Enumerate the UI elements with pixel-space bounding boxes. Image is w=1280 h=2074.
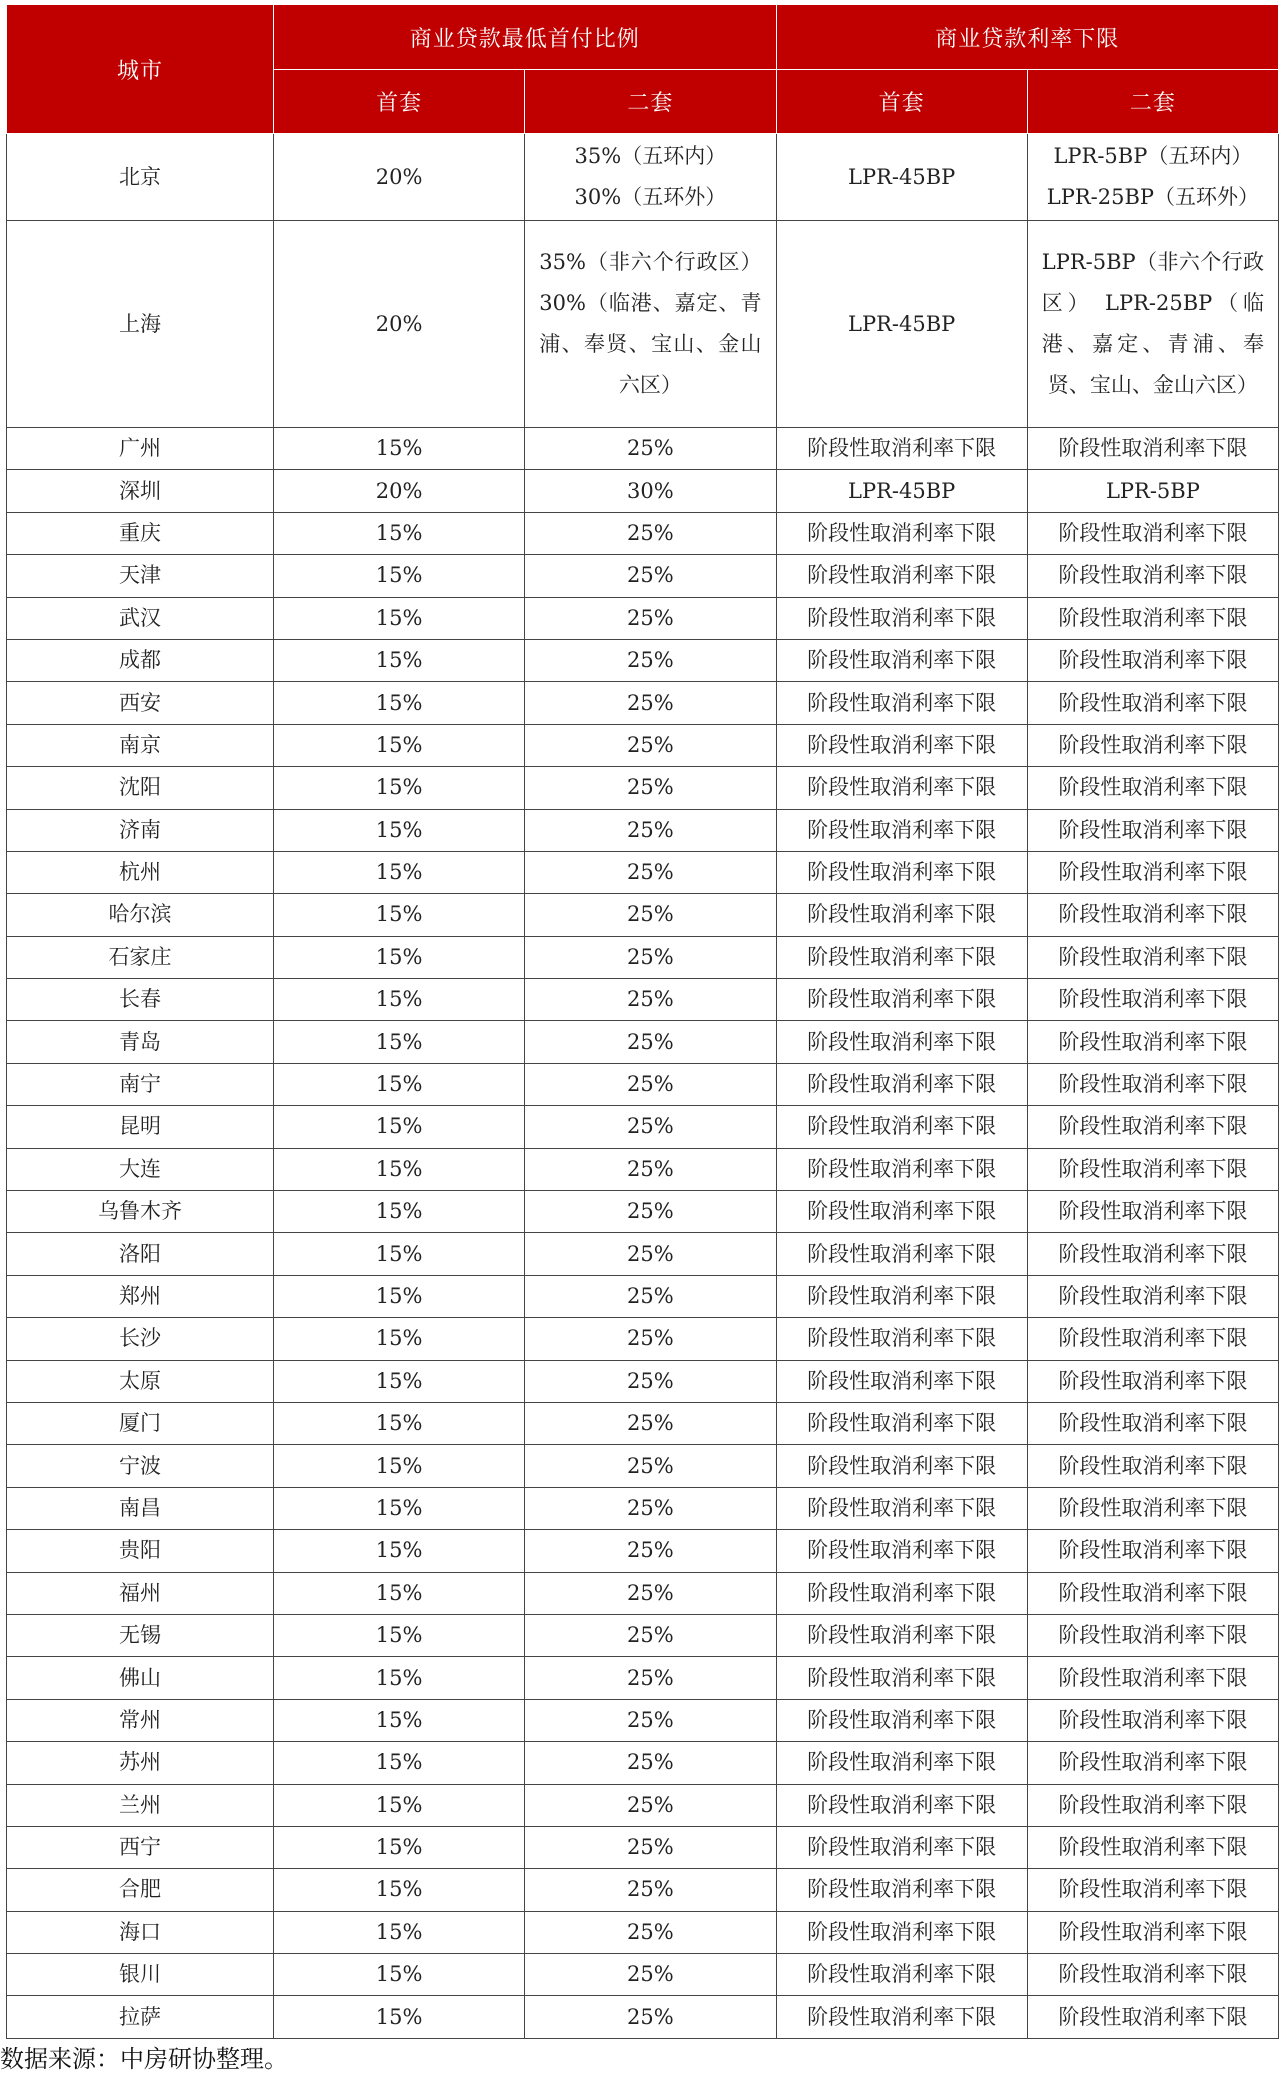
cell-rate-second: 阶段性取消利率下限 xyxy=(1027,682,1278,724)
cell-city: 北京 xyxy=(7,134,274,221)
cell-rate-first: 阶段性取消利率下限 xyxy=(776,809,1027,851)
cell-city: 洛阳 xyxy=(7,1233,274,1275)
cell-rate-first: 阶段性取消利率下限 xyxy=(776,1699,1027,1741)
cell-city: 西安 xyxy=(7,682,274,724)
cell-rate-second: 阶段性取消利率下限 xyxy=(1027,1614,1278,1656)
cell-rate-first: 阶段性取消利率下限 xyxy=(776,1402,1027,1444)
cell-rate-first: 阶段性取消利率下限 xyxy=(776,1996,1027,2038)
table-row xyxy=(7,512,1279,554)
cell-down-payment-second: 25% xyxy=(525,894,776,936)
header-city: 城市 xyxy=(7,5,274,134)
cell-city: 郑州 xyxy=(7,1275,274,1317)
cell-down-payment-second: 25% xyxy=(525,1657,776,1699)
cell-city: 西宁 xyxy=(7,1826,274,1868)
cell-city: 长春 xyxy=(7,979,274,1021)
cell-rate-second: 阶段性取消利率下限 xyxy=(1027,1869,1278,1911)
cell-rate-second: LPR-5BP（五环内） LPR-25BP（五环外） xyxy=(1027,134,1278,221)
cell-rate-first: 阶段性取消利率下限 xyxy=(776,512,1027,554)
cell-down-payment-second: 25% xyxy=(525,1318,776,1360)
cell-rate-first: 阶段性取消利率下限 xyxy=(776,936,1027,978)
cell-down-payment-second: 25% xyxy=(525,724,776,766)
cell-rate-second: 阶段性取消利率下限 xyxy=(1027,1021,1278,1063)
cell-rate-first: 阶段性取消利率下限 xyxy=(776,597,1027,639)
cell-down-payment-second: 25% xyxy=(525,1106,776,1148)
policy-table-container xyxy=(6,4,1278,2039)
table-row xyxy=(7,894,1279,936)
cell-rate-first: 阶段性取消利率下限 xyxy=(776,767,1027,809)
cell-rate-second: 阶段性取消利率下限 xyxy=(1027,555,1278,597)
cell-down-payment-second: 25% xyxy=(525,1445,776,1487)
cell-rate-second: 阶段性取消利率下限 xyxy=(1027,767,1278,809)
table-row xyxy=(7,1614,1279,1656)
cell-down-payment-second: 25% xyxy=(525,1742,776,1784)
table-row xyxy=(7,221,1279,428)
cell-down-payment-second: 25% xyxy=(525,1148,776,1190)
table-row xyxy=(7,1869,1279,1911)
cell-rate-second: 阶段性取消利率下限 xyxy=(1027,1826,1278,1868)
cell-rate-first: 阶段性取消利率下限 xyxy=(776,1954,1027,1996)
cell-city: 昆明 xyxy=(7,1106,274,1148)
cell-city: 深圳 xyxy=(7,470,274,512)
cell-rate-first: LPR-45BP xyxy=(776,134,1027,221)
cell-rate-second: 阶段性取消利率下限 xyxy=(1027,936,1278,978)
cell-down-payment-first: 15% xyxy=(274,724,525,766)
cell-down-payment-first: 20% xyxy=(274,134,525,221)
table-row xyxy=(7,1954,1279,1996)
cell-city: 大连 xyxy=(7,1148,274,1190)
cell-down-payment-second: 25% xyxy=(525,1954,776,1996)
cell-city: 银川 xyxy=(7,1954,274,1996)
table-body xyxy=(7,134,1279,2039)
table-row xyxy=(7,1106,1279,1148)
cell-down-payment-second: 25% xyxy=(525,1614,776,1656)
cell-rate-first: 阶段性取消利率下限 xyxy=(776,1657,1027,1699)
cell-city: 济南 xyxy=(7,809,274,851)
cell-rate-first: 阶段性取消利率下限 xyxy=(776,979,1027,1021)
table-row xyxy=(7,724,1279,766)
header-dp-second: 二套 xyxy=(525,70,776,134)
cell-rate-first: LPR-45BP xyxy=(776,470,1027,512)
cell-down-payment-second: 25% xyxy=(525,428,776,470)
cell-rate-first: 阶段性取消利率下限 xyxy=(776,428,1027,470)
cell-down-payment-first: 15% xyxy=(274,512,525,554)
cell-city: 重庆 xyxy=(7,512,274,554)
cell-rate-first: 阶段性取消利率下限 xyxy=(776,1911,1027,1953)
cell-rate-first: 阶段性取消利率下限 xyxy=(776,1530,1027,1572)
cell-city: 南宁 xyxy=(7,1063,274,1105)
cell-rate-second: 阶段性取消利率下限 xyxy=(1027,1318,1278,1360)
table-row xyxy=(7,555,1279,597)
cell-down-payment-first: 15% xyxy=(274,1402,525,1444)
table-row xyxy=(7,1996,1279,2038)
cell-down-payment-second: 35%（非六个行政区） 30%（临港、嘉定、青浦、奉贤、宝山、金山六区） xyxy=(525,221,776,428)
cell-down-payment-second: 25% xyxy=(525,1021,776,1063)
cell-rate-second: 阶段性取消利率下限 xyxy=(1027,809,1278,851)
cell-city: 武汉 xyxy=(7,597,274,639)
cell-down-payment-first: 15% xyxy=(274,1657,525,1699)
cell-city: 拉萨 xyxy=(7,1996,274,2038)
table-row xyxy=(7,428,1279,470)
table-row xyxy=(7,1445,1279,1487)
cell-rate-second: 阶段性取消利率下限 xyxy=(1027,1954,1278,1996)
header-rate-second: 二套 xyxy=(1027,70,1278,134)
cell-rate-first: 阶段性取消利率下限 xyxy=(776,1148,1027,1190)
cell-down-payment-second: 25% xyxy=(525,1784,776,1826)
cell-rate-first: 阶段性取消利率下限 xyxy=(776,639,1027,681)
table-row xyxy=(7,682,1279,724)
table-row xyxy=(7,1360,1279,1402)
cell-rate-second: 阶段性取消利率下限 xyxy=(1027,851,1278,893)
table-row xyxy=(7,1402,1279,1444)
mortgage-policy-table xyxy=(6,4,1279,2039)
cell-rate-second: 阶段性取消利率下限 xyxy=(1027,1911,1278,1953)
cell-down-payment-second: 25% xyxy=(525,1063,776,1105)
cell-rate-first: 阶段性取消利率下限 xyxy=(776,1572,1027,1614)
cell-city: 合肥 xyxy=(7,1869,274,1911)
table-row xyxy=(7,134,1279,221)
cell-down-payment-second: 25% xyxy=(525,1487,776,1529)
table-row xyxy=(7,1530,1279,1572)
cell-rate-first: 阶段性取消利率下限 xyxy=(776,1784,1027,1826)
cell-down-payment-first: 15% xyxy=(274,1911,525,1953)
table-row xyxy=(7,639,1279,681)
table-row xyxy=(7,1699,1279,1741)
cell-rate-second: 阶段性取消利率下限 xyxy=(1027,1275,1278,1317)
cell-rate-first: 阶段性取消利率下限 xyxy=(776,1063,1027,1105)
cell-down-payment-second: 25% xyxy=(525,639,776,681)
cell-rate-second: 阶段性取消利率下限 xyxy=(1027,1445,1278,1487)
cell-rate-second: LPR-5BP xyxy=(1027,470,1278,512)
cell-rate-first: 阶段性取消利率下限 xyxy=(776,1275,1027,1317)
cell-rate-second: 阶段性取消利率下限 xyxy=(1027,1530,1278,1572)
cell-rate-first: 阶段性取消利率下限 xyxy=(776,1614,1027,1656)
cell-rate-first: 阶段性取消利率下限 xyxy=(776,1233,1027,1275)
data-source-note: 数据来源：中房研协整理。 xyxy=(0,2045,288,2073)
cell-down-payment-first: 15% xyxy=(274,1954,525,1996)
cell-down-payment-first: 15% xyxy=(274,1826,525,1868)
table-row xyxy=(7,1572,1279,1614)
cell-rate-first: 阶段性取消利率下限 xyxy=(776,555,1027,597)
cell-rate-second: 阶段性取消利率下限 xyxy=(1027,597,1278,639)
cell-rate-first: 阶段性取消利率下限 xyxy=(776,724,1027,766)
table-row xyxy=(7,851,1279,893)
cell-down-payment-second: 25% xyxy=(525,1275,776,1317)
cell-rate-first: 阶段性取消利率下限 xyxy=(776,894,1027,936)
cell-down-payment-second: 25% xyxy=(525,936,776,978)
cell-rate-first: 阶段性取消利率下限 xyxy=(776,1191,1027,1233)
cell-city: 苏州 xyxy=(7,1742,274,1784)
cell-city: 福州 xyxy=(7,1572,274,1614)
cell-rate-second: 阶段性取消利率下限 xyxy=(1027,1657,1278,1699)
cell-down-payment-first: 15% xyxy=(274,1784,525,1826)
cell-city: 沈阳 xyxy=(7,767,274,809)
table-row xyxy=(7,936,1279,978)
cell-down-payment-second: 25% xyxy=(525,851,776,893)
cell-down-payment-first: 15% xyxy=(274,1106,525,1148)
cell-rate-second: 阶段性取消利率下限 xyxy=(1027,1742,1278,1784)
cell-down-payment-first: 15% xyxy=(274,1699,525,1741)
cell-down-payment-first: 15% xyxy=(274,1996,525,2038)
cell-rate-second: 阶段性取消利率下限 xyxy=(1027,1572,1278,1614)
cell-down-payment-second: 25% xyxy=(525,1360,776,1402)
cell-city: 海口 xyxy=(7,1911,274,1953)
table-row xyxy=(7,1191,1279,1233)
cell-city: 兰州 xyxy=(7,1784,274,1826)
table-row xyxy=(7,470,1279,512)
cell-down-payment-first: 15% xyxy=(274,936,525,978)
cell-down-payment-second: 25% xyxy=(525,1911,776,1953)
table-row xyxy=(7,1657,1279,1699)
cell-down-payment-first: 15% xyxy=(274,1572,525,1614)
cell-down-payment-first: 15% xyxy=(274,767,525,809)
cell-city: 石家庄 xyxy=(7,936,274,978)
cell-city: 广州 xyxy=(7,428,274,470)
cell-down-payment-first: 15% xyxy=(274,1191,525,1233)
cell-city: 南昌 xyxy=(7,1487,274,1529)
cell-down-payment-second: 35%（五环内） 30%（五环外） xyxy=(525,134,776,221)
cell-down-payment-second: 25% xyxy=(525,512,776,554)
cell-city: 贵阳 xyxy=(7,1530,274,1572)
cell-down-payment-second: 30% xyxy=(525,470,776,512)
cell-city: 宁波 xyxy=(7,1445,274,1487)
table-row xyxy=(7,1826,1279,1868)
table-header xyxy=(7,5,1279,134)
cell-down-payment-first: 15% xyxy=(274,1063,525,1105)
cell-down-payment-second: 25% xyxy=(525,597,776,639)
table-row xyxy=(7,809,1279,851)
cell-rate-second: 阶段性取消利率下限 xyxy=(1027,639,1278,681)
cell-down-payment-first: 15% xyxy=(274,597,525,639)
cell-down-payment-second: 25% xyxy=(525,979,776,1021)
cell-city: 青岛 xyxy=(7,1021,274,1063)
table-row xyxy=(7,597,1279,639)
table-row xyxy=(7,1148,1279,1190)
cell-down-payment-second: 25% xyxy=(525,682,776,724)
cell-rate-second: 阶段性取消利率下限 xyxy=(1027,1106,1278,1148)
table-row xyxy=(7,1742,1279,1784)
cell-down-payment-second: 25% xyxy=(525,1826,776,1868)
header-rate-group: 商业贷款利率下限 xyxy=(776,5,1279,70)
cell-rate-first: 阶段性取消利率下限 xyxy=(776,1826,1027,1868)
cell-rate-first: 阶段性取消利率下限 xyxy=(776,1360,1027,1402)
cell-rate-second: 阶段性取消利率下限 xyxy=(1027,1699,1278,1741)
cell-city: 哈尔滨 xyxy=(7,894,274,936)
cell-down-payment-first: 15% xyxy=(274,1530,525,1572)
cell-down-payment-first: 20% xyxy=(274,221,525,428)
cell-down-payment-first: 15% xyxy=(274,1021,525,1063)
cell-rate-second: 阶段性取消利率下限 xyxy=(1027,1996,1278,2038)
cell-rate-first: 阶段性取消利率下限 xyxy=(776,1021,1027,1063)
cell-down-payment-first: 15% xyxy=(274,809,525,851)
table-row xyxy=(7,979,1279,1021)
cell-down-payment-second: 25% xyxy=(525,809,776,851)
table-row xyxy=(7,1487,1279,1529)
cell-rate-first: 阶段性取消利率下限 xyxy=(776,1318,1027,1360)
cell-down-payment-first: 15% xyxy=(274,1275,525,1317)
cell-down-payment-first: 15% xyxy=(274,1742,525,1784)
table-row xyxy=(7,1063,1279,1105)
cell-rate-second: 阶段性取消利率下限 xyxy=(1027,1191,1278,1233)
cell-rate-second: 阶段性取消利率下限 xyxy=(1027,1233,1278,1275)
cell-down-payment-first: 20% xyxy=(274,470,525,512)
cell-city: 常州 xyxy=(7,1699,274,1741)
cell-down-payment-first: 15% xyxy=(274,682,525,724)
header-dp-first: 首套 xyxy=(274,70,525,134)
table-row xyxy=(7,1275,1279,1317)
header-rate-first: 首套 xyxy=(776,70,1027,134)
table-row xyxy=(7,1233,1279,1275)
cell-city: 天津 xyxy=(7,555,274,597)
cell-city: 无锡 xyxy=(7,1614,274,1656)
cell-rate-first: 阶段性取消利率下限 xyxy=(776,1869,1027,1911)
cell-rate-second: 阶段性取消利率下限 xyxy=(1027,428,1278,470)
cell-rate-second: 阶段性取消利率下限 xyxy=(1027,512,1278,554)
cell-down-payment-first: 15% xyxy=(274,639,525,681)
cell-rate-second: 阶段性取消利率下限 xyxy=(1027,1148,1278,1190)
header-down-payment-group: 商业贷款最低首付比例 xyxy=(274,5,777,70)
cell-rate-second: 阶段性取消利率下限 xyxy=(1027,1360,1278,1402)
table-row xyxy=(7,1318,1279,1360)
cell-city: 长沙 xyxy=(7,1318,274,1360)
cell-rate-second: 阶段性取消利率下限 xyxy=(1027,979,1278,1021)
cell-down-payment-first: 15% xyxy=(274,1318,525,1360)
table-row xyxy=(7,1784,1279,1826)
cell-down-payment-first: 15% xyxy=(274,1360,525,1402)
cell-rate-first: 阶段性取消利率下限 xyxy=(776,682,1027,724)
cell-city: 杭州 xyxy=(7,851,274,893)
cell-down-payment-second: 25% xyxy=(525,555,776,597)
cell-down-payment-second: 25% xyxy=(525,1191,776,1233)
cell-down-payment-first: 15% xyxy=(274,555,525,597)
cell-rate-second: 阶段性取消利率下限 xyxy=(1027,1063,1278,1105)
cell-down-payment-first: 15% xyxy=(274,1487,525,1529)
table-row xyxy=(7,1021,1279,1063)
cell-rate-first: 阶段性取消利率下限 xyxy=(776,1742,1027,1784)
cell-rate-first: 阶段性取消利率下限 xyxy=(776,1487,1027,1529)
cell-down-payment-second: 25% xyxy=(525,1572,776,1614)
cell-down-payment-first: 15% xyxy=(274,979,525,1021)
cell-rate-first: 阶段性取消利率下限 xyxy=(776,1445,1027,1487)
cell-down-payment-first: 15% xyxy=(274,428,525,470)
cell-city: 南京 xyxy=(7,724,274,766)
cell-city: 上海 xyxy=(7,221,274,428)
cell-rate-first: 阶段性取消利率下限 xyxy=(776,1106,1027,1148)
cell-city: 厦门 xyxy=(7,1402,274,1444)
cell-down-payment-second: 25% xyxy=(525,1699,776,1741)
cell-rate-second: 阶段性取消利率下限 xyxy=(1027,1487,1278,1529)
cell-down-payment-second: 25% xyxy=(525,1996,776,2038)
cell-down-payment-first: 15% xyxy=(274,851,525,893)
cell-down-payment-second: 25% xyxy=(525,1869,776,1911)
cell-rate-second: 阶段性取消利率下限 xyxy=(1027,1402,1278,1444)
cell-down-payment-first: 15% xyxy=(274,1614,525,1656)
cell-city: 成都 xyxy=(7,639,274,681)
cell-down-payment-second: 25% xyxy=(525,1233,776,1275)
cell-city: 太原 xyxy=(7,1360,274,1402)
cell-rate-first: 阶段性取消利率下限 xyxy=(776,851,1027,893)
cell-rate-second: 阶段性取消利率下限 xyxy=(1027,894,1278,936)
cell-rate-first: LPR-45BP xyxy=(776,221,1027,428)
cell-down-payment-first: 15% xyxy=(274,1148,525,1190)
cell-rate-second: 阶段性取消利率下限 xyxy=(1027,1784,1278,1826)
cell-rate-second: LPR-5BP（非六个行政区） LPR-25BP（临港、嘉定、青浦、奉贤、宝山、金山六区） xyxy=(1027,221,1278,428)
cell-down-payment-first: 15% xyxy=(274,894,525,936)
table-row xyxy=(7,767,1279,809)
cell-city: 乌鲁木齐 xyxy=(7,1191,274,1233)
cell-city: 佛山 xyxy=(7,1657,274,1699)
cell-rate-second: 阶段性取消利率下限 xyxy=(1027,724,1278,766)
table-row xyxy=(7,1911,1279,1953)
cell-down-payment-second: 25% xyxy=(525,1402,776,1444)
cell-down-payment-first: 15% xyxy=(274,1869,525,1911)
cell-down-payment-first: 15% xyxy=(274,1445,525,1487)
cell-down-payment-second: 25% xyxy=(525,767,776,809)
cell-down-payment-first: 15% xyxy=(274,1233,525,1275)
cell-down-payment-second: 25% xyxy=(525,1530,776,1572)
